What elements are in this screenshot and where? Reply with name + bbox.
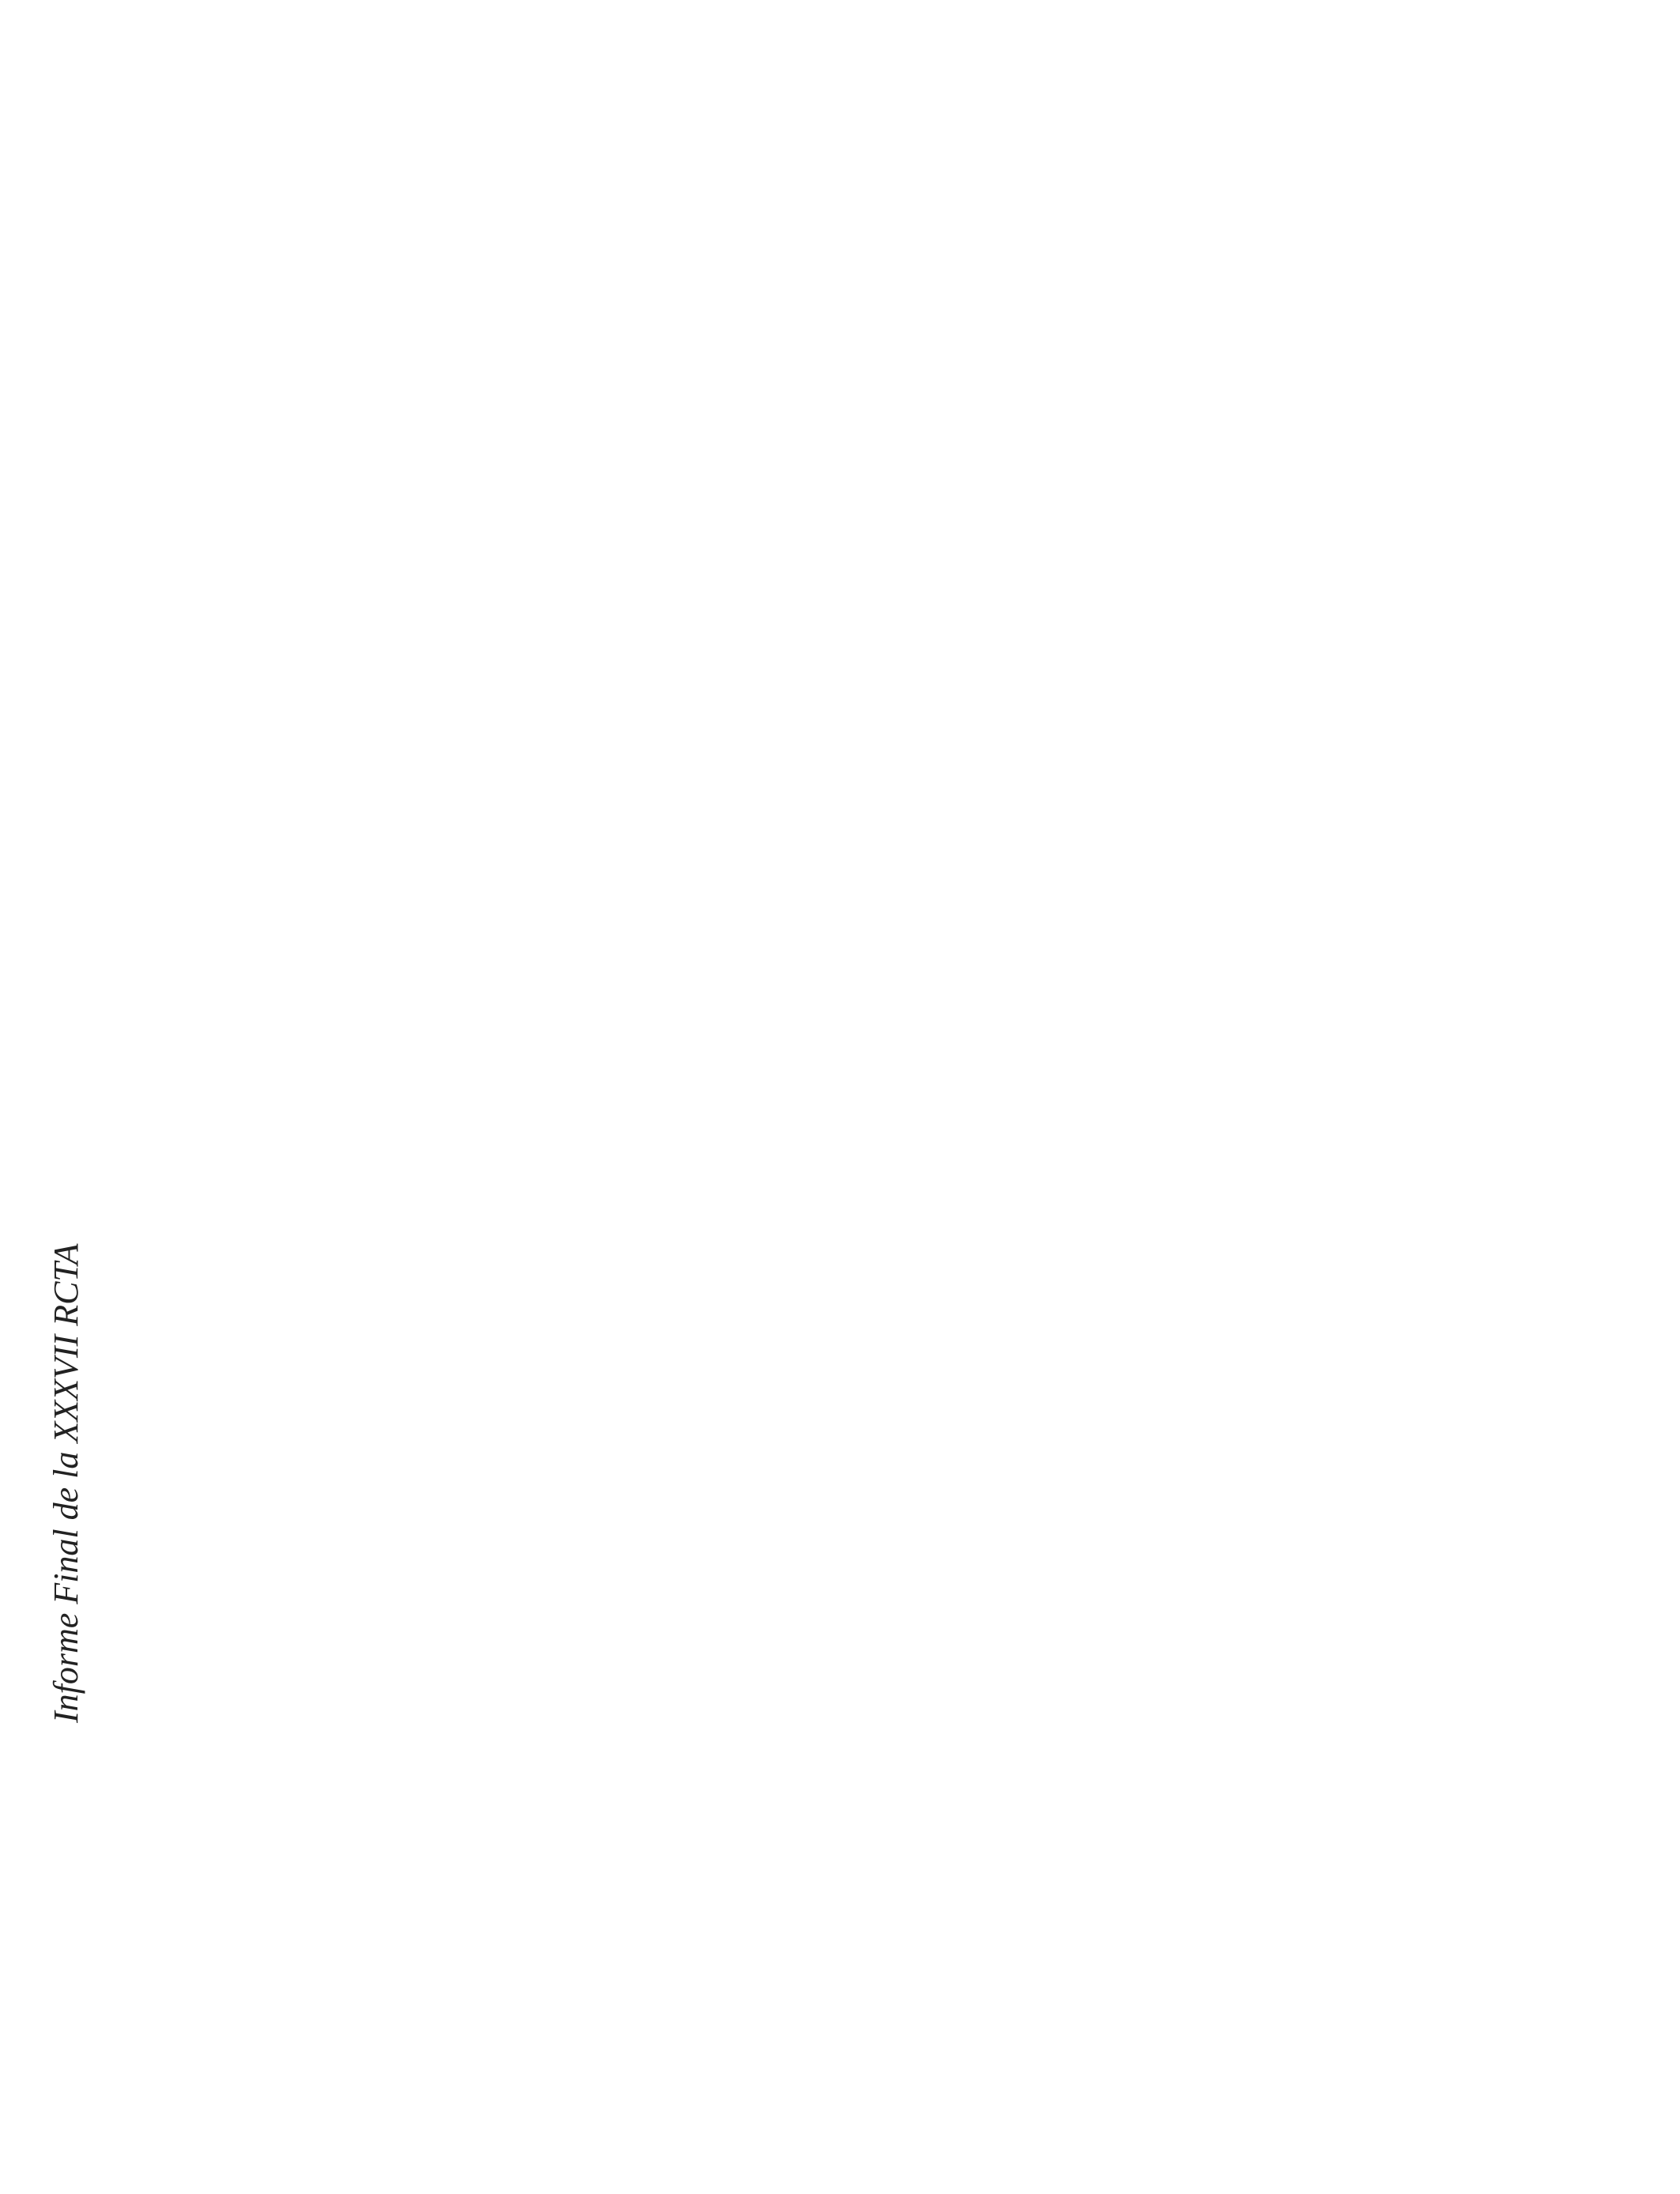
report-header-note: Informe Final de la XXXVII RCTA [47, 1243, 85, 1723]
